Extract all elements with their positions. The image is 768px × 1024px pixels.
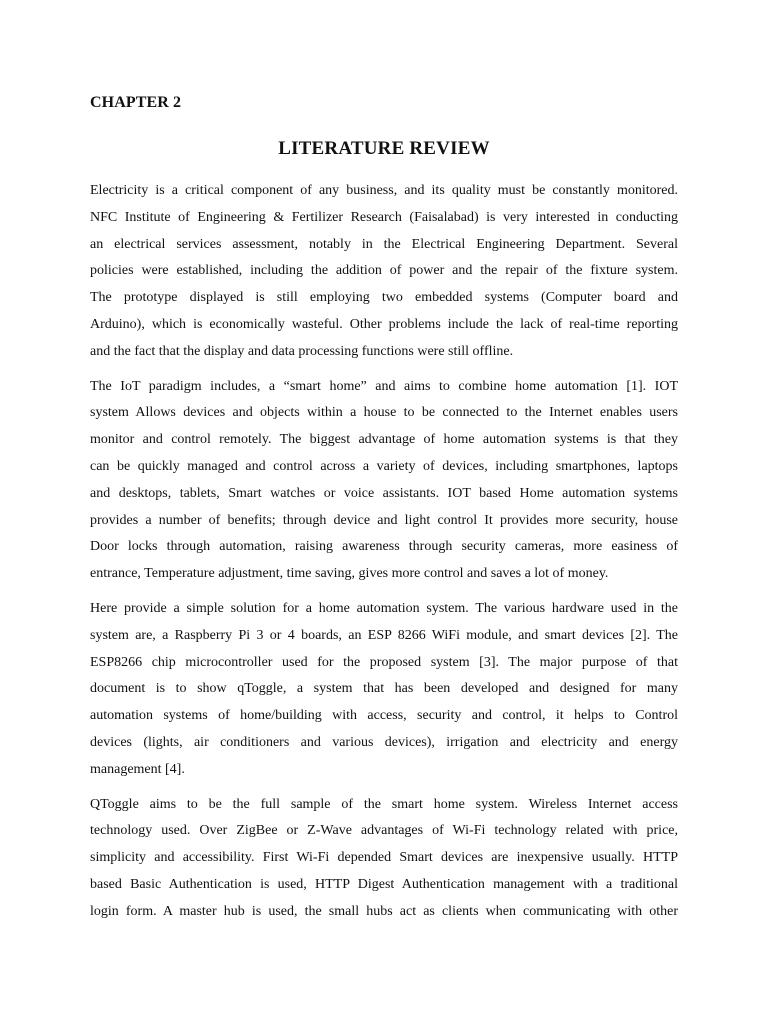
text-line: technology used. Over ZigBee or Z-Wave advantages of Wi-Fi technology related with price, [90, 823, 678, 839]
paragraph [90, 178, 678, 366]
text-line: can be quickly managed and control across a variety of devices, including smartphones, laptops [90, 458, 678, 474]
body-text [90, 178, 678, 934]
text-line: provides a number of benefits; through device and light control It provides more security, house [90, 512, 678, 528]
text-line: NFC Institute of Engineering & Fertilizer Research (Faisalabad) is very interested in conducting [90, 209, 678, 225]
text-line: monitor and control remotely. The biggest advantage of home automation systems is that they [90, 432, 678, 448]
text-line: Electricity is a critical component of any business, and its quality must be constantly monitored. [90, 183, 678, 198]
text-line: Arduino), which is economically wasteful. Other problems include the lack of real-time reporting [90, 316, 678, 332]
text-line: system are, a Raspberry Pi 3 or 4 boards, an ESP 8266 WiFi module, and smart devices [2]. The [90, 627, 678, 643]
text-line: system Allows devices and objects within a house to be connected to the Internet enables users [90, 405, 678, 421]
text-line: devices (lights, air conditioners and various devices), irrigation and electricity and energy [90, 734, 678, 750]
section-title: LITERATURE REVIEW [278, 138, 490, 159]
text-line: Here provide a simple solution for a home automation system. The various hardware used in the [90, 600, 678, 616]
text-line: login form. A master hub is used, the small hubs act as clients when communicating with other [90, 903, 678, 919]
text-line: and the fact that the display and data processing functions were still offline. [90, 343, 514, 359]
text-line: policies were established, including the addition of power and the repair of the fixture system. [90, 263, 678, 279]
text-line: Door locks through automation, raising awareness through security cameras, more easiness of [90, 539, 678, 555]
text-line: The prototype displayed is still employing two embedded systems (Computer board and [90, 290, 678, 306]
text-line: The IoT paradigm includes, a “smart home” and aims to combine home automation [1]. IOT [90, 378, 678, 394]
text-line: document is to show qToggle, a system that has been developed and designed for many [90, 681, 678, 697]
text-line: an electrical services assessment, notably in the Electrical Engineering Department. Several [90, 236, 678, 252]
text-line: and desktops, tablets, Smart watches or voice assistants. IOT based Home automation systems [90, 485, 678, 501]
paragraph [90, 792, 678, 926]
text-line: management [4]. [90, 761, 185, 777]
text-line: ESP8266 chip microcontroller used for the proposed system [3]. The major purpose of that [90, 654, 678, 670]
text-line: QToggle aims to be the full sample of the smart home system. Wireless Internet access [90, 796, 678, 812]
paragraph [90, 374, 678, 588]
text-line: simplicity and accessibility. First Wi-Fi depended Smart devices are inexpensive usually. HTTP [90, 850, 678, 866]
text-line: based Basic Authentication is used, HTTP Digest Authentication management with a traditional [90, 876, 678, 892]
paragraph [90, 596, 678, 784]
chapter-label: CHAPTER 2 [90, 94, 182, 111]
text-line: entrance, Temperature adjustment, time saving, gives more control and saves a lot of money. [90, 566, 609, 582]
text-line: automation systems of home/building with access, security and control, it helps to Control [90, 708, 678, 724]
